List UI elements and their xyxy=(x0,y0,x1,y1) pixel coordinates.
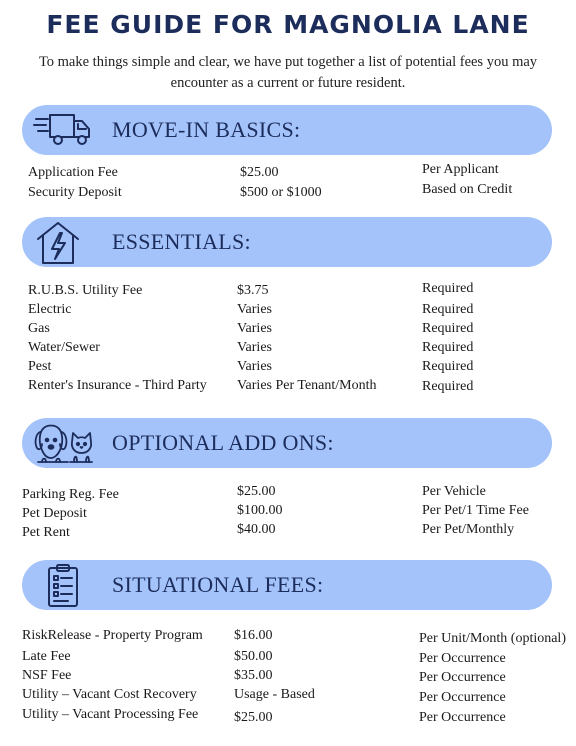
table-row xyxy=(0,707,576,727)
table-row xyxy=(0,378,576,398)
fee-amount: Usage - Based xyxy=(234,687,315,702)
fee-note: Per Pet/1 Time Fee xyxy=(422,503,529,518)
fee-amount: $50.00 xyxy=(234,649,273,664)
table-row xyxy=(0,649,576,669)
table-row xyxy=(0,628,576,648)
fee-name: Water/Sewer xyxy=(28,340,100,355)
fee-amount: $35.00 xyxy=(234,668,273,683)
fee-note: Per Pet/Monthly xyxy=(422,522,515,537)
table-row xyxy=(0,340,576,360)
fee-amount: Varies xyxy=(237,359,272,374)
fee-name: NSF Fee xyxy=(22,668,72,683)
section-banner-optional-add-ons xyxy=(22,418,552,468)
fee-name: Pet Rent xyxy=(22,525,70,540)
section-heading: MOVE-IN BASICS: xyxy=(112,117,301,142)
table-row xyxy=(0,522,576,545)
fee-note: Per Occurrence xyxy=(419,710,506,725)
fee-name: Parking Reg. Fee xyxy=(22,487,119,502)
fee-note: Required xyxy=(422,321,474,336)
fee-name: Application Fee xyxy=(28,165,118,180)
intro-text: To make things simple and clear, we have put together a list of potential fees you may encounter as a current or future resident. xyxy=(38,54,538,91)
fee-amount: Varies xyxy=(237,321,272,336)
fee-name: Security Deposit xyxy=(28,185,122,200)
fee-name: Utility – Vacant Cost Recovery xyxy=(22,687,197,702)
table-row xyxy=(0,359,576,379)
dog-and-cat-icon xyxy=(32,420,94,466)
section-banner-move-in-basics xyxy=(22,105,552,155)
fee-name: Renter's Insurance - Third Party xyxy=(28,378,207,393)
fee-note: Required xyxy=(422,302,474,317)
fee-note: Required xyxy=(422,359,474,374)
table-row xyxy=(0,302,576,322)
fee-note: Required xyxy=(422,379,474,394)
fee-amount: $500 or $1000 xyxy=(240,185,322,200)
fee-note: Required xyxy=(422,281,474,296)
section-heading: OPTIONAL ADD ONS: xyxy=(112,430,334,455)
section-banner-essentials xyxy=(22,217,552,267)
fee-amount: $3.75 xyxy=(237,283,269,298)
table-row xyxy=(0,668,576,688)
page-title: FEE GUIDE FOR MAGNOLIA LANE xyxy=(46,10,530,39)
fee-note: Required xyxy=(422,340,474,355)
fee-name: Gas xyxy=(28,321,50,336)
table-row xyxy=(0,182,576,205)
table-row xyxy=(0,687,576,707)
delivery-truck-icon xyxy=(32,107,94,153)
fee-amount: $25.00 xyxy=(237,484,276,499)
fee-amount: Varies Per Tenant/Month xyxy=(237,378,377,393)
house-lightning-icon xyxy=(32,219,94,265)
fee-note: Per Occurrence xyxy=(419,690,506,705)
fee-name: R.U.B.S. Utility Fee xyxy=(28,283,143,298)
fee-name: Pest xyxy=(28,359,52,374)
fee-amount: $100.00 xyxy=(237,503,283,518)
section-banner-situational-fees xyxy=(22,560,552,610)
fee-note: Based on Credit xyxy=(422,182,513,197)
clipboard-checklist-icon xyxy=(32,562,94,608)
fee-amount: $25.00 xyxy=(240,165,279,180)
table-row xyxy=(0,283,576,303)
fee-note: Per Vehicle xyxy=(422,484,486,499)
section-heading: SITUATIONAL FEES: xyxy=(112,572,324,597)
fee-name: RiskRelease - Property Program xyxy=(22,628,203,643)
fee-note: Per Occurrence xyxy=(419,651,506,666)
fee-note: Per Occurrence xyxy=(419,670,506,685)
fee-amount: $40.00 xyxy=(237,522,276,537)
fee-note: Per Applicant xyxy=(422,162,499,177)
fee-name: Utility – Vacant Processing Fee xyxy=(22,707,199,722)
fee-amount: $25.00 xyxy=(234,710,273,725)
section-heading: ESSENTIALS: xyxy=(112,229,251,254)
fee-name: Late Fee xyxy=(22,649,71,664)
fee-amount: $16.00 xyxy=(234,628,273,643)
table-row xyxy=(0,321,576,341)
fee-note: Per Unit/Month (optional) xyxy=(419,631,566,646)
fee-name: Pet Deposit xyxy=(22,506,87,521)
fee-amount: Varies xyxy=(237,302,272,317)
fee-amount: Varies xyxy=(237,340,272,355)
fee-name: Electric xyxy=(28,302,72,317)
